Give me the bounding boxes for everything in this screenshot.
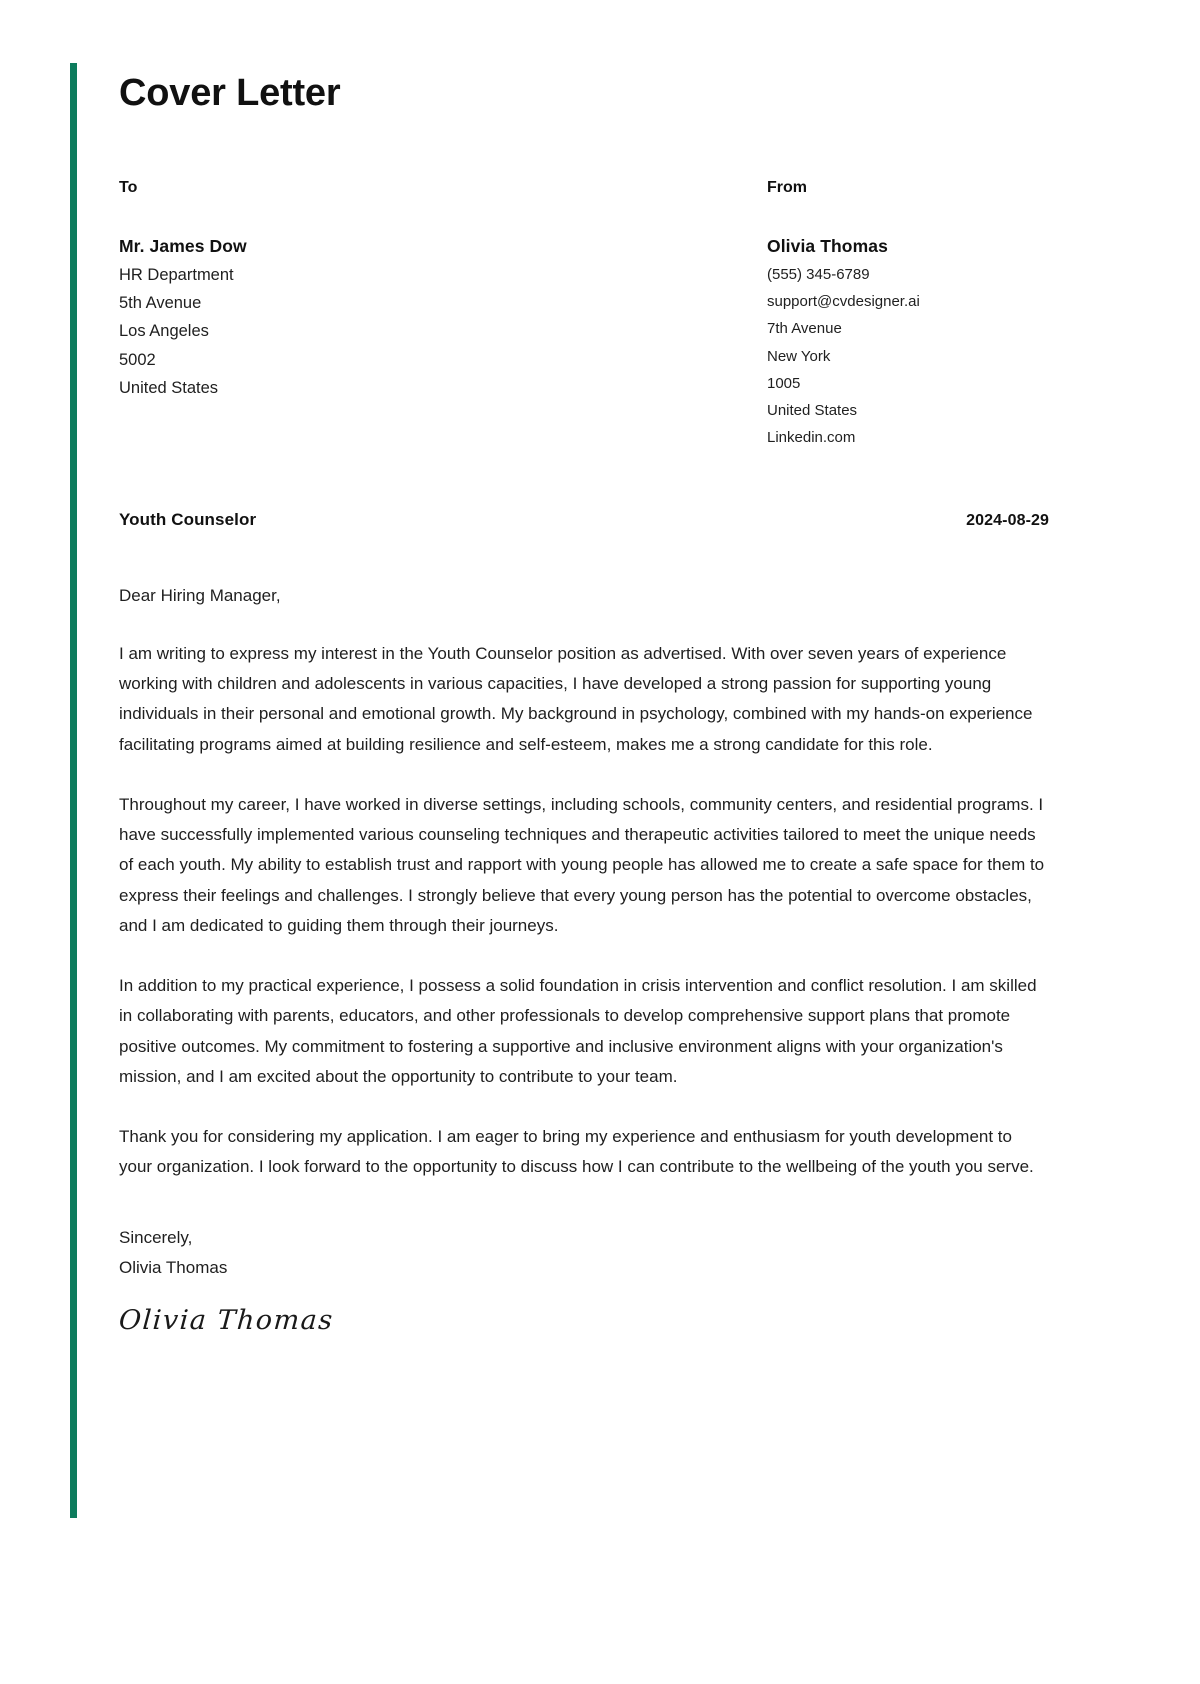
closing-name: Olivia Thomas bbox=[119, 1257, 228, 1277]
body-paragraph: In addition to my practical experience, I possess a solid foundation in crisis intervention and conflict resolution. I am skilled in collaborating with parents, educators, and other professionals to develop comprehensive support plans that promote positive outcomes. My commitment to fostering a supportive and inclusive environment aligns with your organization's mission, and I am excited about the opportunity to contribute to your team. bbox=[119, 976, 1037, 1086]
signature: Olivia Thomas bbox=[117, 1305, 335, 1337]
salutation: Dear Hiring Manager, bbox=[119, 585, 281, 605]
recipient-column bbox=[119, 178, 767, 452]
sender-line: 7th Avenue bbox=[767, 320, 842, 338]
subject-row bbox=[119, 510, 1049, 530]
page-title: Cover Letter bbox=[119, 72, 341, 114]
sender-line: 1005 bbox=[767, 374, 801, 392]
body-paragraph: I am writing to express my interest in the Youth Counselor position as advertised. With over seven years of experience working with children and adolescents in various capacities, I have developed a strong passion for supporting young individuals in their personal and emotional growth. My background in psychology, combined with my hands-on experience facilitating programs aimed at building resilience and self-esteem, makes me a strong candidate for this role. bbox=[119, 643, 1033, 754]
recipient-line: 5th Avenue bbox=[119, 293, 202, 312]
address-block bbox=[119, 178, 1049, 452]
sender-phone: (555) 345-6789 bbox=[767, 265, 870, 283]
recipient-line: Los Angeles bbox=[119, 322, 209, 341]
sender-line: New York bbox=[767, 347, 831, 365]
sender-heading: From bbox=[767, 178, 807, 196]
letter-date: 2024-08-29 bbox=[966, 511, 1049, 529]
recipient-line: HR Department bbox=[119, 265, 234, 284]
job-title: Youth Counselor bbox=[119, 509, 257, 529]
body-paragraph: Throughout my career, I have worked in diverse settings, including schools, community centers, and residential programs. I have successfully implemented various counseling techniques and therapeutic activities tailored to meet the unique needs of each youth. My ability to establish trust and rapport with young people has allowed me to create a safe space for them to express their feelings and challenges. I strongly believe that every young person has the potential to overcome obstacles, and I am dedicated to guiding them through their journeys. bbox=[119, 794, 1045, 935]
recipient-heading: To bbox=[119, 178, 138, 196]
recipient-line: United States bbox=[119, 379, 219, 398]
left-accent-bar bbox=[70, 63, 77, 1518]
recipient-line: 5002 bbox=[119, 350, 156, 369]
sender-website: Linkedin.com bbox=[767, 429, 856, 447]
sender-column bbox=[767, 178, 1049, 452]
sender-line: United States bbox=[767, 402, 858, 420]
letter-content bbox=[119, 0, 1049, 1336]
sender-email: support@cvdesigner.ai bbox=[767, 292, 920, 310]
body-paragraph: Thank you for considering my application. I am eager to bring my experience and enthusiasm for youth development to your organization. I look forward to the opportunity to discuss how I can contribute to the wellbeing of the youth you serve. bbox=[119, 1127, 1034, 1177]
closing-salutation: Sincerely, bbox=[119, 1227, 193, 1247]
sender-name: Olivia Thomas bbox=[767, 236, 888, 257]
recipient-name: Mr. James Dow bbox=[119, 236, 247, 257]
